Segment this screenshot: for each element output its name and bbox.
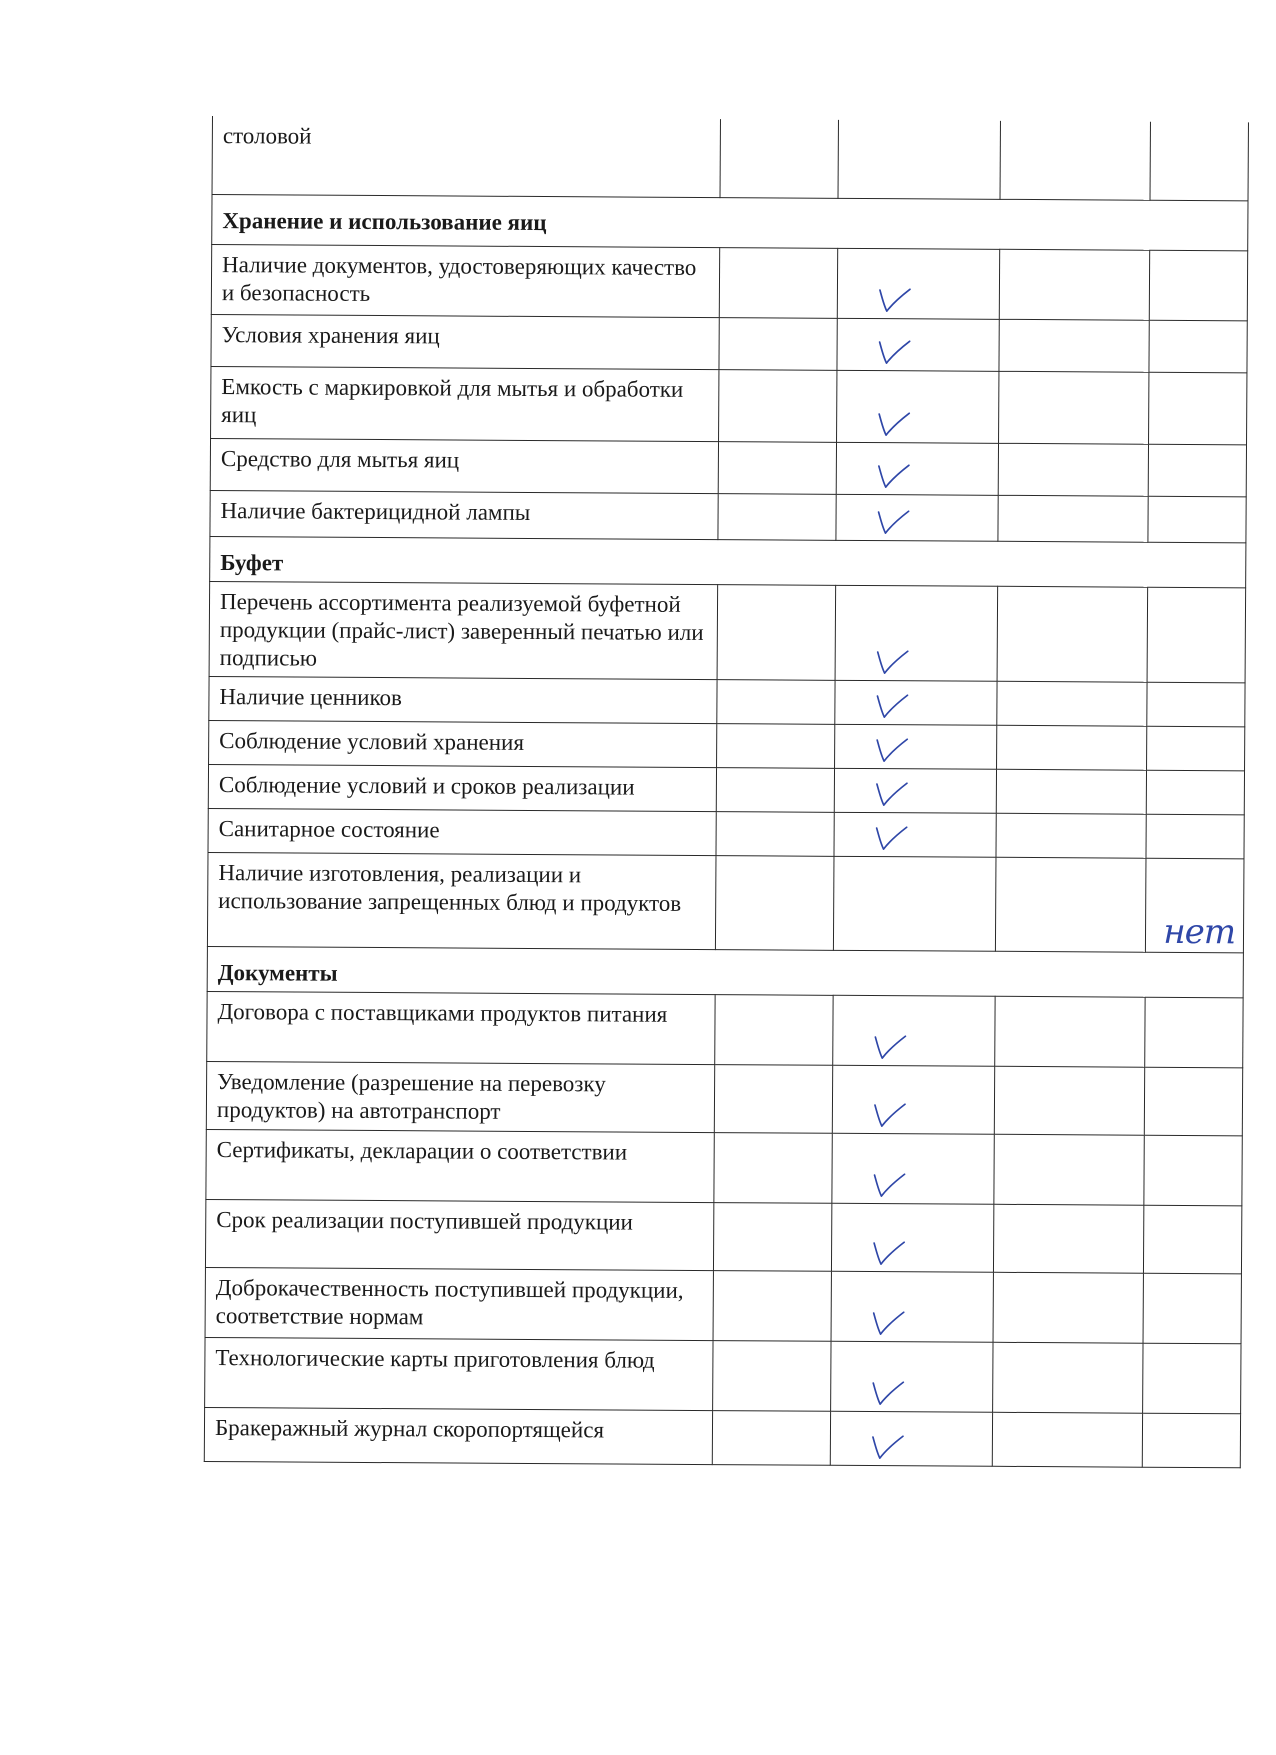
mark-cell-col-1: [715, 994, 833, 1065]
mark-cell-col-2: [835, 680, 997, 725]
mark-cell-col-2: [832, 1065, 994, 1134]
handwritten-check-icon: [876, 284, 916, 314]
handwritten-check-icon: [871, 1099, 911, 1129]
mark-cell-col-1: [718, 493, 836, 540]
item-label: Соблюдение условий и сроков реализации: [208, 764, 716, 811]
item-label: Уведомление (разрешение на перевозку продуктов) на автотранспорт: [206, 1061, 714, 1132]
mark-cell-col-1: [716, 811, 834, 856]
mark-cell-col-1: [715, 855, 834, 950]
mark-cell-col-2: [831, 1203, 993, 1272]
handwritten-check-icon: [869, 1377, 909, 1407]
handwritten-check-icon: [870, 1307, 910, 1337]
mark-cell-col-2: [835, 585, 998, 681]
handwritten-check-icon: [870, 1237, 910, 1267]
handwritten-check-icon: [874, 646, 914, 676]
item-label: Наличие изготовления, реализации и использование запрещенных блюд и продуктов: [207, 852, 716, 949]
checklist-row: [211, 366, 1247, 444]
mark-cell-col-3: [1000, 121, 1150, 200]
item-label: Средство для мытья яиц: [210, 438, 718, 493]
mark-cell-col-1: [719, 317, 837, 370]
mark-cell-col-4: [1148, 496, 1246, 543]
mark-cell-col-3: [993, 1272, 1143, 1343]
item-label: Сертификаты, декларации о соответствии: [206, 1129, 714, 1202]
mark-cell-col-4: [1149, 250, 1247, 321]
handwritten-check-icon: [873, 822, 913, 852]
mark-cell-col-3: [999, 319, 1149, 372]
item-label: столовой: [212, 116, 720, 197]
mark-cell-col-3: [997, 586, 1148, 682]
mark-cell-col-1: [714, 1132, 832, 1203]
handwritten-check-icon: [875, 408, 915, 438]
mark-cell-col-2: [837, 318, 999, 371]
mark-cell-col-4: [1147, 726, 1245, 771]
mark-cell-col-1: [717, 679, 835, 724]
checklist-row: [210, 490, 1246, 542]
mark-cell-col-2: [833, 856, 996, 951]
item-label: Доброкачественность поступившей продукции, соответствие нормам: [205, 1267, 713, 1340]
handwritten-check-icon: [870, 1169, 910, 1199]
mark-cell-col-1: [720, 119, 838, 198]
section-title: Буфет: [210, 536, 1246, 587]
mark-cell-col-2: [831, 1271, 993, 1342]
checklist-table-wrapper: [204, 116, 1248, 1468]
mark-cell-col-3: [997, 725, 1147, 770]
handwritten-check-icon: [869, 1431, 909, 1461]
checklist-row: [205, 1267, 1241, 1343]
item-label: Наличие бактерицидной лампы: [210, 490, 718, 539]
checklist-table: [204, 116, 1249, 1468]
mark-cell-col-1: [719, 369, 837, 442]
mark-cell-col-3: [993, 1342, 1143, 1413]
mark-cell-col-3: [997, 681, 1147, 726]
mark-cell-col-2: [837, 370, 999, 443]
mark-cell-col-2: [830, 1411, 992, 1466]
mark-cell-col-1: [716, 767, 834, 812]
section-title: Хранение и использование яиц: [212, 194, 1248, 250]
checklist-row: [207, 991, 1243, 1067]
section-title: Документы: [207, 946, 1243, 997]
handwritten-check-icon: [875, 460, 915, 490]
mark-cell-col-2: [832, 1133, 994, 1204]
mark-cell-col-1: [718, 441, 836, 494]
handwritten-check-icon: [874, 506, 914, 536]
checklist-row: [208, 764, 1244, 814]
item-label: Наличие ценников: [209, 676, 717, 723]
checklist-row: [211, 314, 1247, 372]
mark-cell-col-1: [712, 1410, 830, 1465]
checklist-row: [205, 1199, 1241, 1273]
mark-cell-col-1: [713, 1340, 831, 1411]
item-label: Емкость с маркировкой для мытья и обработки яиц: [211, 366, 719, 441]
checklist-row: [207, 852, 1244, 952]
mark-cell-col-4: [1144, 1135, 1242, 1206]
mark-cell-col-4: [1146, 814, 1244, 859]
mark-cell-col-2: [834, 812, 996, 857]
mark-cell-col-3: [998, 495, 1148, 542]
item-label: Договора с поставщиками продуктов питания: [207, 991, 715, 1064]
mark-cell-col-4: [1145, 858, 1244, 953]
handwritten-check-icon: [873, 778, 913, 808]
handwritten-note: нет: [1163, 911, 1236, 952]
mark-cell-col-4: [1149, 372, 1247, 445]
mark-cell-col-3: [993, 1204, 1143, 1273]
checklist-row: [210, 438, 1246, 496]
item-label: Условия хранения яиц: [211, 314, 719, 369]
mark-cell-col-4: [1143, 1205, 1241, 1274]
mark-cell-col-3: [994, 1066, 1144, 1135]
section-header-row: [212, 194, 1248, 250]
mark-cell-col-2: [835, 724, 997, 769]
checklist-row: [209, 581, 1246, 682]
mark-cell-col-2: [833, 995, 995, 1066]
checklist-body: [204, 116, 1248, 1467]
checklist-row: [206, 1061, 1242, 1135]
section-header-row: [210, 536, 1246, 587]
mark-cell-col-2: [834, 768, 996, 813]
mark-cell-col-3: [999, 249, 1149, 320]
checklist-row: [206, 1129, 1242, 1205]
checklist-row: [211, 244, 1247, 320]
mark-cell-col-3: [995, 996, 1145, 1067]
mark-cell-col-4: [1147, 682, 1245, 727]
mark-cell-col-3: [996, 769, 1146, 814]
section-header-row: [207, 946, 1243, 997]
item-label: Бракеражный журнал скоропортящейся: [204, 1407, 712, 1464]
mark-cell-col-1: [717, 723, 835, 768]
mark-cell-col-4: [1146, 770, 1244, 815]
mark-cell-col-3: [999, 371, 1149, 444]
mark-cell-col-4: [1143, 1273, 1241, 1344]
mark-cell-col-4: [1145, 997, 1243, 1068]
mark-cell-col-3: [996, 813, 1146, 858]
item-label: Технологические карты приготовления блюд: [205, 1337, 713, 1410]
item-label: Соблюдение условий хранения: [209, 720, 717, 767]
mark-cell-col-1: [717, 584, 836, 680]
item-label: Перечень ассортимента реализуемой буфетной продукции (прайс-лист) заверенный печатью или подписью: [209, 581, 718, 679]
item-label: Наличие документов, удостоверяющих качество и безопасность: [211, 244, 719, 317]
mark-cell-col-2: [836, 442, 998, 495]
mark-cell-col-4: [1142, 1413, 1240, 1468]
mark-cell-col-4: [1147, 587, 1246, 683]
item-label: Санитарное состояние: [208, 808, 716, 855]
checklist-row: [205, 1337, 1241, 1413]
checklist-row: [208, 808, 1244, 858]
mark-cell-col-2: [836, 494, 998, 541]
checklist-row: [209, 720, 1245, 770]
mark-cell-col-2: [837, 248, 999, 319]
mark-cell-col-4: [1149, 320, 1247, 373]
mark-cell-col-2: [838, 120, 1000, 199]
mark-cell-col-4: [1150, 122, 1248, 201]
mark-cell-col-4: [1143, 1343, 1241, 1414]
checklist-row: [204, 1407, 1240, 1467]
mark-cell-col-3: [994, 1134, 1144, 1205]
mark-cell-col-4: [1144, 1067, 1242, 1136]
mark-cell-col-1: [713, 1270, 831, 1341]
mark-cell-col-3: [998, 443, 1148, 496]
handwritten-check-icon: [875, 336, 915, 366]
checklist-row: [212, 116, 1248, 200]
mark-cell-col-1: [719, 247, 837, 318]
handwritten-check-icon: [871, 1031, 911, 1061]
handwritten-check-icon: [873, 734, 913, 764]
mark-cell-col-4: [1148, 444, 1246, 497]
checklist-row: [209, 676, 1245, 726]
mark-cell-col-1: [713, 1202, 831, 1271]
item-label: Срок реализации поступившей продукции: [205, 1199, 713, 1270]
mark-cell-col-3: [992, 1412, 1142, 1467]
handwritten-check-icon: [873, 690, 913, 720]
mark-cell-col-3: [995, 857, 1146, 952]
mark-cell-col-2: [831, 1341, 993, 1412]
mark-cell-col-1: [714, 1064, 832, 1133]
